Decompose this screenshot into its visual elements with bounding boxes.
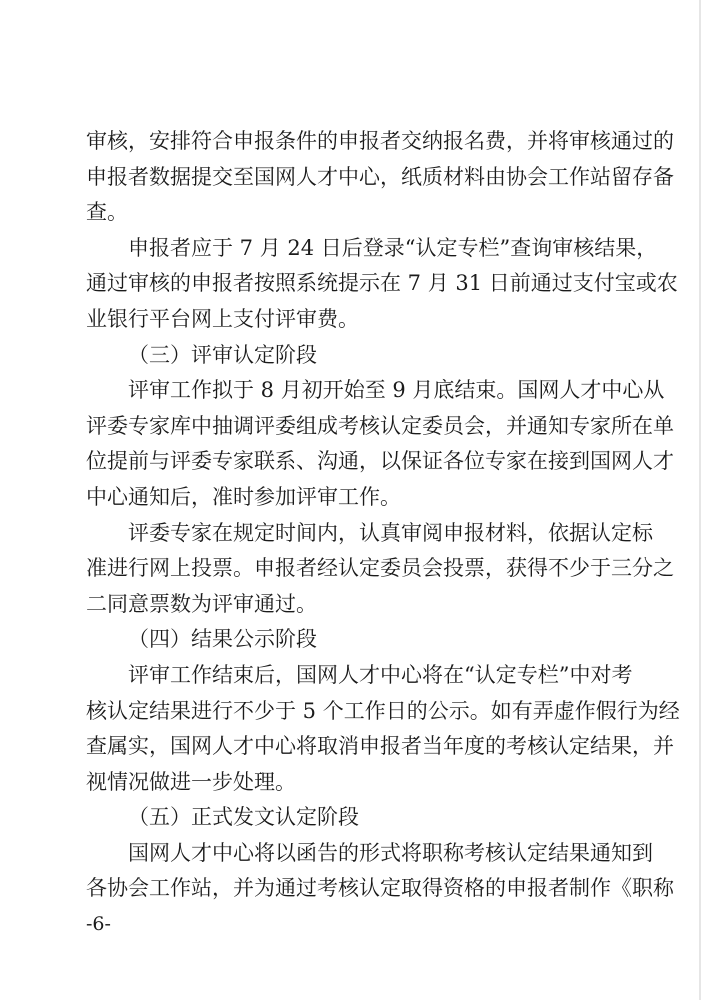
text-line: 评审工作拟于 8 月初开始至 9 月底结束。国网人才中心从 <box>128 378 665 403</box>
text-line: 业银行平台网上支付评审费。 <box>86 306 359 331</box>
text-line: 准进行网上投票。申报者经认定委员会投票，获得不少于三分之 <box>86 556 674 581</box>
body-text <box>86 124 680 907</box>
text-line: 评委专家库中抽调评委组成考核认定委员会，并通知专家所在单 <box>86 413 674 438</box>
text-line: 评审工作结束后，国网人才中心将在“认定专栏”中对考 <box>128 662 633 687</box>
section-heading-4: （四）结果公示阶段 <box>128 627 317 652</box>
text-line: 中心通知后，准时参加评审工作。 <box>86 484 401 509</box>
text-line: 核认定结果进行不少于 5 个工作日的公示。如有弄虚作假行为经 <box>86 698 680 723</box>
text-line: 申报者应于 7 月 24 日后登录“认定专栏”查询审核结果， <box>128 235 658 260</box>
text-line: 查。 <box>86 200 128 225</box>
section-heading-3: （三）评审认定阶段 <box>128 342 317 367</box>
text-line: 评委专家在规定时间内，认真审阅申报材料，依据认定标 <box>128 520 653 545</box>
page-number: -6- <box>86 913 111 935</box>
text-line: 通过审核的申报者按照系统提示在 7 月 31 日前通过支付宝或农 <box>86 271 678 296</box>
text-line: 各协会工作站，并为通过考核认定取得资格的申报者制作《职称 <box>86 876 674 901</box>
text-line: 视情况做进一步处理。 <box>86 769 296 794</box>
text-line: 查属实，国网人才中心将取消申报者当年度的考核认定结果，并 <box>86 734 674 759</box>
section-heading-5: （五）正式发文认定阶段 <box>128 805 359 830</box>
text-line: 二同意票数为评审通过。 <box>86 591 317 616</box>
text-line: 申报者数据提交至国网人才中心，纸质材料由协会工作站留存备 <box>86 164 674 189</box>
text-line: 国网人才中心将以函告的形式将职称考核认定结果通知到 <box>128 840 653 865</box>
text-line: 审核，安排符合申报条件的申报者交纳报名费，并将审核通过的 <box>86 129 674 153</box>
scan-edge-divider <box>699 0 701 1000</box>
text-line: 位提前与评委专家联系、沟通，以保证各位专家在接到国网人才 <box>86 449 674 474</box>
